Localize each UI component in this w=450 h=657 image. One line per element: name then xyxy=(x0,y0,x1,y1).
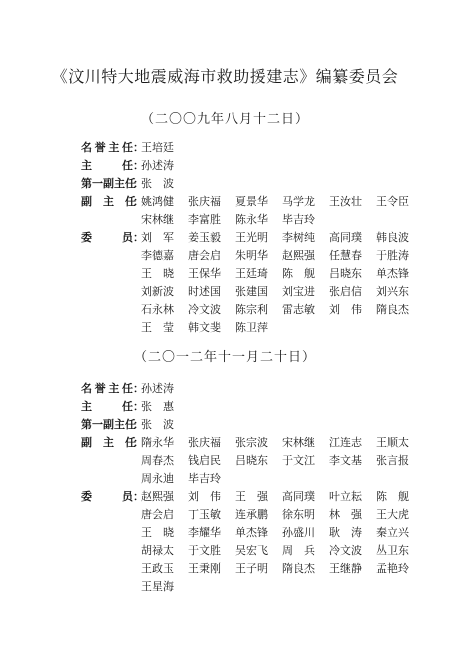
role-label: 委 员： xyxy=(81,229,139,247)
member-name: 石永林 xyxy=(141,303,174,316)
member-name: 胡禄太 xyxy=(141,544,174,557)
member-name: 王廷琦 xyxy=(235,267,268,280)
member-name: 韩良波 xyxy=(376,231,409,244)
member-name: 雷志敏 xyxy=(282,303,315,316)
member-name: 高同璞 xyxy=(329,231,362,244)
role-label: 副 主 任： xyxy=(81,193,139,211)
member-name: 于文胜 xyxy=(188,544,221,557)
member-name: 王 莹 xyxy=(141,321,174,334)
member-name: 张庆福 xyxy=(188,195,221,208)
member-name: 张 波 xyxy=(141,177,174,190)
role-label-text: 副 主 任 xyxy=(81,195,136,208)
role-label-text: 主 任 xyxy=(81,159,133,172)
role-label: 名誉主任： xyxy=(81,139,139,157)
section-date: （二〇一二年十一月二十日） xyxy=(133,350,316,365)
member-name: 隋良杰 xyxy=(376,303,409,316)
role-label: 第一副主任： xyxy=(81,416,139,434)
member-name: 刘 伟 xyxy=(188,490,221,503)
member-name: 李文基 xyxy=(329,454,362,467)
member-name: 周 兵 xyxy=(282,544,315,557)
member-name: 孙述涛 xyxy=(141,159,174,172)
role-label: 委 员： xyxy=(81,488,139,506)
member-name: 高同璞 xyxy=(282,490,315,503)
role-label-text: 委 员 xyxy=(81,231,133,244)
role-label: 名誉主任： xyxy=(81,380,139,398)
member-name: 毕吉玲 xyxy=(188,472,221,485)
member-name: 王光明 xyxy=(235,231,268,244)
member-name: 王星海 xyxy=(141,580,174,593)
member-name: 张启信 xyxy=(329,285,362,298)
section-date: （二〇〇九年八月十二日） xyxy=(140,112,309,127)
member-name: 张宗波 xyxy=(235,436,268,449)
member-name: 林 强 xyxy=(329,508,362,521)
member-name: 吕晓东 xyxy=(329,267,362,280)
member-name: 刘新波 xyxy=(141,285,174,298)
member-name: 王大虎 xyxy=(376,508,409,521)
member-name: 王 强 xyxy=(235,490,268,503)
member-name: 王 晓 xyxy=(141,267,174,280)
member-name: 刘兴东 xyxy=(376,285,409,298)
member-name: 周永迪 xyxy=(141,472,174,485)
role-label-text: 委 员 xyxy=(81,490,133,503)
member-name: 冷文波 xyxy=(188,303,221,316)
member-name: 秦立兴 xyxy=(376,526,409,539)
member-name: 韩文斐 xyxy=(188,321,221,334)
role-label: 第一副主任： xyxy=(81,175,139,193)
member-name: 吴宏飞 xyxy=(235,544,268,557)
member-name: 于文江 xyxy=(282,454,315,467)
member-name: 钱启民 xyxy=(188,454,221,467)
member-name: 时述国 xyxy=(188,285,221,298)
role-label-text: 副 主 任 xyxy=(81,436,136,449)
member-name: 陈宗利 xyxy=(235,303,268,316)
member-name: 张 波 xyxy=(141,418,174,431)
role-label-text: 第一副主任 xyxy=(81,177,136,190)
member-name: 李富胜 xyxy=(188,213,221,226)
member-name: 刘 伟 xyxy=(329,303,362,316)
member-name: 江连志 xyxy=(329,436,362,449)
role-label-text: 第一副主任 xyxy=(81,418,136,431)
member-name: 姜玉毅 xyxy=(188,231,221,244)
member-name: 丛卫东 xyxy=(376,544,409,557)
member-name: 王汝壮 xyxy=(329,195,362,208)
member-name: 刘宝进 xyxy=(282,285,315,298)
member-name: 单杰锋 xyxy=(376,267,409,280)
role-label-text: 主 任 xyxy=(81,400,133,413)
member-name: 宋林继 xyxy=(282,436,315,449)
role-label: 副 主 任： xyxy=(81,434,139,452)
member-name: 陈卫萍 xyxy=(235,321,268,334)
member-name: 朱明华 xyxy=(235,249,268,262)
member-name: 周春杰 xyxy=(141,454,174,467)
role-label-text: 名誉主任 xyxy=(81,382,133,395)
member-name: 连承鹏 xyxy=(235,508,268,521)
member-name: 耿 涛 xyxy=(329,526,362,539)
member-name: 孟艳玲 xyxy=(376,562,409,575)
member-name: 陈 舰 xyxy=(376,490,409,503)
member-name: 王令臣 xyxy=(376,195,409,208)
member-name: 张庆福 xyxy=(188,436,221,449)
member-name: 王政玉 xyxy=(141,562,174,575)
member-name: 赵熙强 xyxy=(282,249,315,262)
member-name: 叶立耘 xyxy=(329,490,362,503)
member-name: 宋林继 xyxy=(141,213,174,226)
member-name: 刘 军 xyxy=(141,231,174,244)
member-name: 丁玉敏 xyxy=(188,508,221,521)
member-name: 隋良杰 xyxy=(282,562,315,575)
member-name: 李树纯 xyxy=(282,231,315,244)
member-name: 陈 舰 xyxy=(282,267,315,280)
member-name: 任慧春 xyxy=(329,249,362,262)
member-name: 唐会启 xyxy=(141,508,174,521)
member-name: 隋永华 xyxy=(141,436,174,449)
member-name: 王子明 xyxy=(235,562,268,575)
document-title: 《汶川特大地震威海市救助援建志》编纂委员会 xyxy=(51,67,399,86)
role-label: 主 任： xyxy=(81,157,139,175)
member-name: 吕晓东 xyxy=(235,454,268,467)
member-name: 孙述涛 xyxy=(141,382,174,395)
member-name: 李德嘉 xyxy=(141,249,174,262)
member-name: 张建国 xyxy=(235,285,268,298)
member-name: 李耀华 xyxy=(188,526,221,539)
member-name: 王继静 xyxy=(329,562,362,575)
member-name: 冷文波 xyxy=(329,544,362,557)
member-name: 陈永华 xyxy=(235,213,268,226)
member-name: 张言报 xyxy=(376,454,409,467)
member-name: 王 晓 xyxy=(141,526,174,539)
member-name: 单杰锋 xyxy=(235,526,268,539)
member-name: 王顺太 xyxy=(376,436,409,449)
member-name: 马学龙 xyxy=(282,195,315,208)
role-label: 主 任： xyxy=(81,398,139,416)
member-name: 孙盛川 xyxy=(282,526,315,539)
member-name: 王保华 xyxy=(188,267,221,280)
member-name: 张 惠 xyxy=(141,400,174,413)
member-name: 王秉刚 xyxy=(188,562,221,575)
member-name: 徐东明 xyxy=(282,508,315,521)
member-name: 毕吉玲 xyxy=(282,213,315,226)
role-label-text: 名誉主任 xyxy=(81,141,133,154)
member-name: 于胜涛 xyxy=(376,249,409,262)
member-name: 姚鸿健 xyxy=(141,195,174,208)
member-name: 夏景华 xyxy=(235,195,268,208)
member-name: 王培廷 xyxy=(141,141,174,154)
member-name: 唐会启 xyxy=(188,249,221,262)
member-name: 赵熙强 xyxy=(141,490,174,503)
